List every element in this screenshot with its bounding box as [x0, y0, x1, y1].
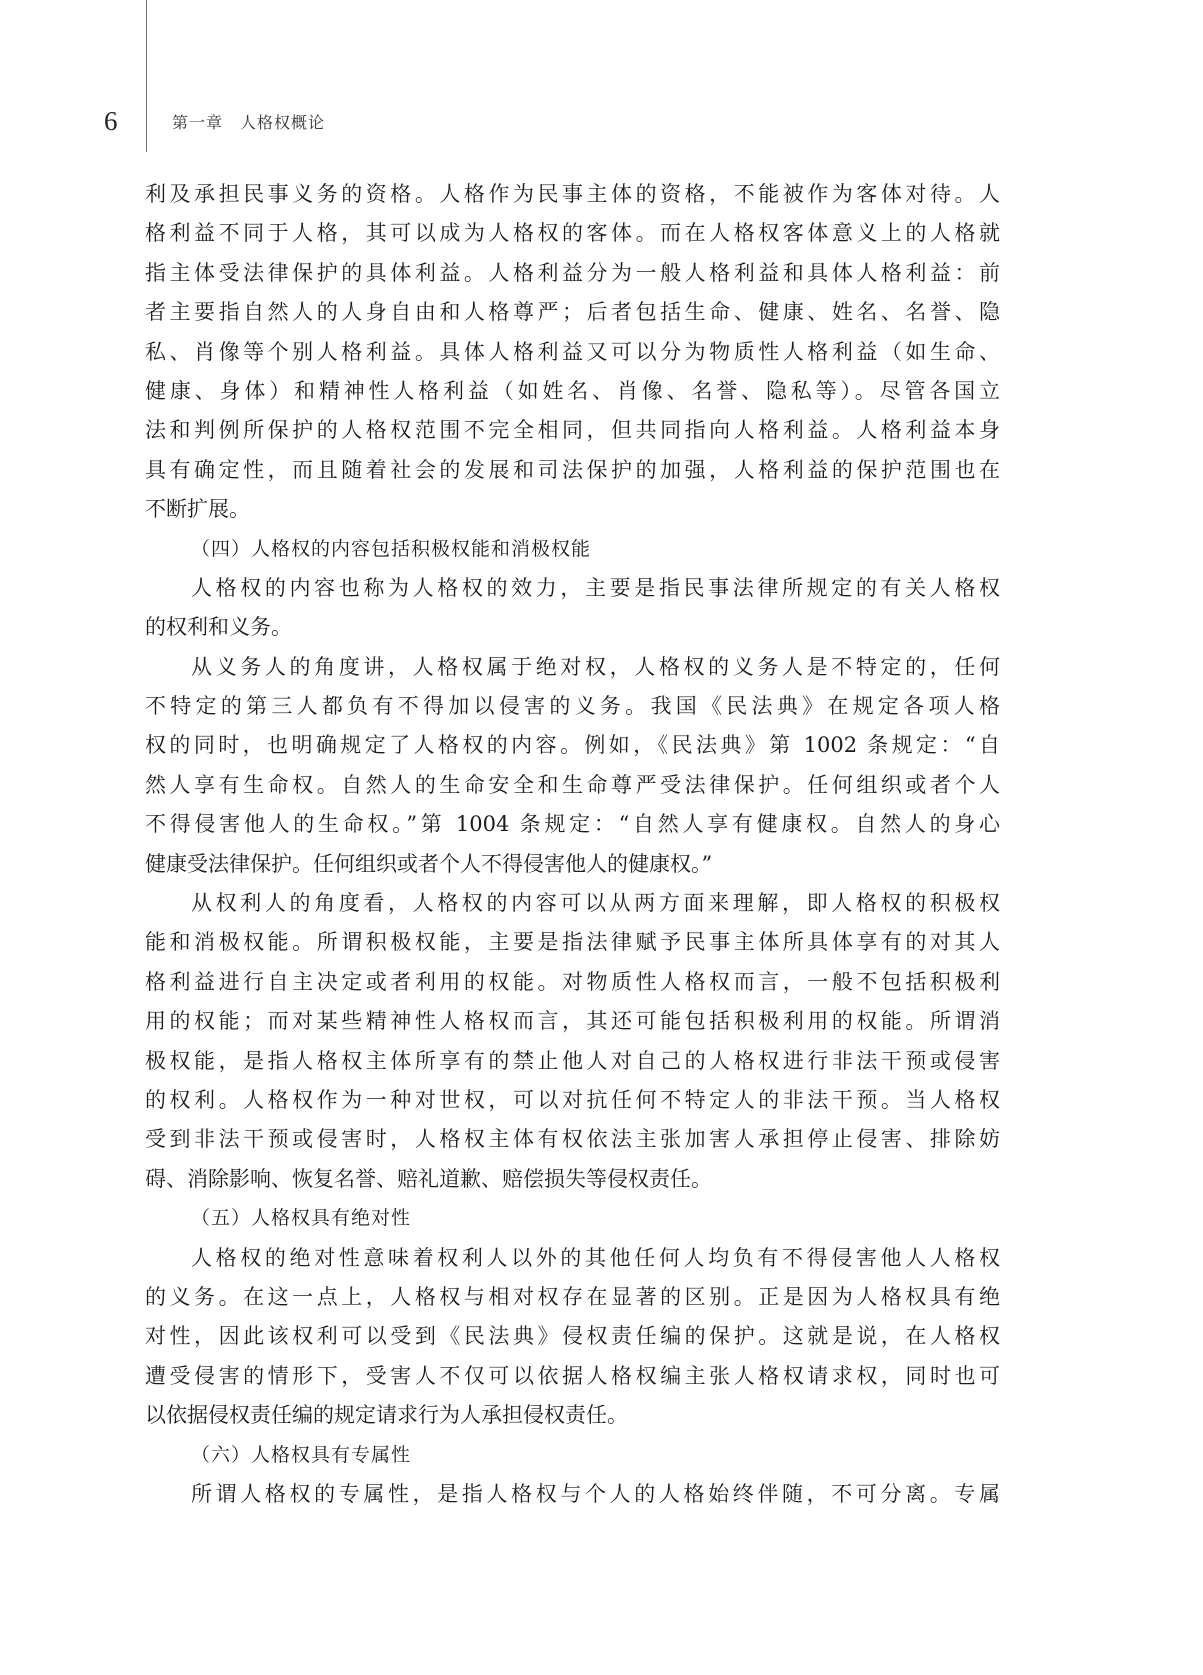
- text-line: 格利益不同于人格，其可以成为人格权的客体。而在人格权客体意义上的人格就: [145, 221, 1000, 246]
- text-line: 以依据侵权责任编的规定请求行为人承担侵权责任。: [145, 1403, 628, 1428]
- text-line: 的权利。人格权作为一种对世权，可以对抗任何不特定人的非法干预。当人格权: [145, 1087, 1000, 1112]
- text-line: 受到非法干预或侵害时，人格权主体有权依法主张加害人承担停止侵害、排除妨: [145, 1127, 1000, 1152]
- text-line: 所谓人格权的专属性，是指人格权与个人的人格始终伴随，不可分离。专属: [191, 1481, 1000, 1506]
- text-line: 人格权的内容也称为人格权的效力，主要是指民事法律所规定的有关人格权: [191, 575, 1000, 600]
- page-number: 6: [104, 106, 118, 136]
- text-line: 极权能，是指人格权主体所享有的禁止他人对自己的人格权进行非法干预或侵害: [145, 1048, 1000, 1073]
- text-line: 者主要指自然人的人身自由和人格尊严；后者包括生命、健康、姓名、名誉、隐: [145, 300, 1000, 325]
- text-line: 不得侵害他人的生命权。”第 1004 条规定：“自然人享有健康权。自然人的身心: [145, 812, 1000, 837]
- text-line: 的权利和义务。: [145, 615, 292, 640]
- text-line: 从权利人的角度看，人格权的内容可以从两方面来理解，即人格权的积极权: [191, 891, 1000, 916]
- text-line: 格利益进行自主决定或者利用的权能。对物质性人格权而言，一般不包括积极利: [145, 969, 1000, 994]
- text-line: 遭受侵害的情形下，受害人不仅可以依据人格权编主张人格权请求权，同时也可: [145, 1363, 1000, 1388]
- text-line: 对性，因此该权利可以受到《民法典》侵权责任编的保护。这就是说，在人格权: [145, 1324, 1000, 1349]
- header-divider-line: [146, 0, 147, 152]
- body-text: [145, 175, 1000, 1514]
- text-line: 不特定的第三人都负有不得加以侵害的义务。我国《民法典》在规定各项人格: [145, 694, 1000, 719]
- text-line: 用的权能；而对某些精神性人格权而言，其还可能包括积极利用的权能。所谓消: [145, 1009, 1000, 1034]
- running-head: 第一章 人格权概论: [172, 113, 326, 132]
- text-line: 碍、消除影响、恢复名誉、赔礼道歉、赔偿损失等侵权责任。: [145, 1166, 712, 1191]
- text-line: 人格权的绝对性意味着权利人以外的其他任何人均负有不得侵害他人人格权: [191, 1245, 1000, 1270]
- text-line: 私、肖像等个别人格利益。具体人格利益又可以分为物质性人格利益（如生命、: [145, 339, 1000, 364]
- text-line: 利及承担民事义务的资格。人格作为民事主体的资格，不能被作为客体对待。人: [145, 182, 1000, 206]
- text-line: 的义务。在这一点上，人格权与相对权存在显著的区别。正是因为人格权具有绝: [145, 1284, 1000, 1309]
- text-line: 具有确定性，而且随着社会的发展和司法保护的加强，人格利益的保护范围也在: [145, 457, 1000, 482]
- text-line: 法和判例所保护的人格权范围不完全相同，但共同指向人格利益。人格利益本身: [145, 418, 1000, 443]
- section-heading: （六）人格权具有专属性: [191, 1443, 412, 1466]
- text-line: 从义务人的角度讲，人格权属于绝对权，人格权的义务人是不特定的，任何: [191, 654, 1000, 679]
- text-line: 不断扩展。: [145, 497, 250, 522]
- text-line: 权的同时，也明确规定了人格权的内容。例如，《民法典》第 1002 条规定：“自: [145, 733, 1000, 758]
- text-line: 指主体受法律保护的具体利益。人格利益分为一般人格利益和具体人格利益：前: [145, 260, 1000, 285]
- section-heading: （四）人格权的内容包括积极权能和消极权能: [191, 537, 592, 560]
- text-line: 然人享有生命权。自然人的生命安全和生命尊严受法律保护。任何组织或者个人: [145, 772, 1000, 797]
- text-line: 能和消极权能。所谓积极权能，主要是指法律赋予民事主体所具体享有的对其人: [145, 930, 1000, 955]
- text-line: 健康、身体）和精神性人格利益（如姓名、肖像、名誉、隐私等）。尽管各国立: [145, 378, 1000, 403]
- text-line: 健康受法律保护。任何组织或者个人不得侵害他人的健康权。”: [145, 851, 713, 876]
- section-heading: （五）人格权具有绝对性: [191, 1207, 412, 1230]
